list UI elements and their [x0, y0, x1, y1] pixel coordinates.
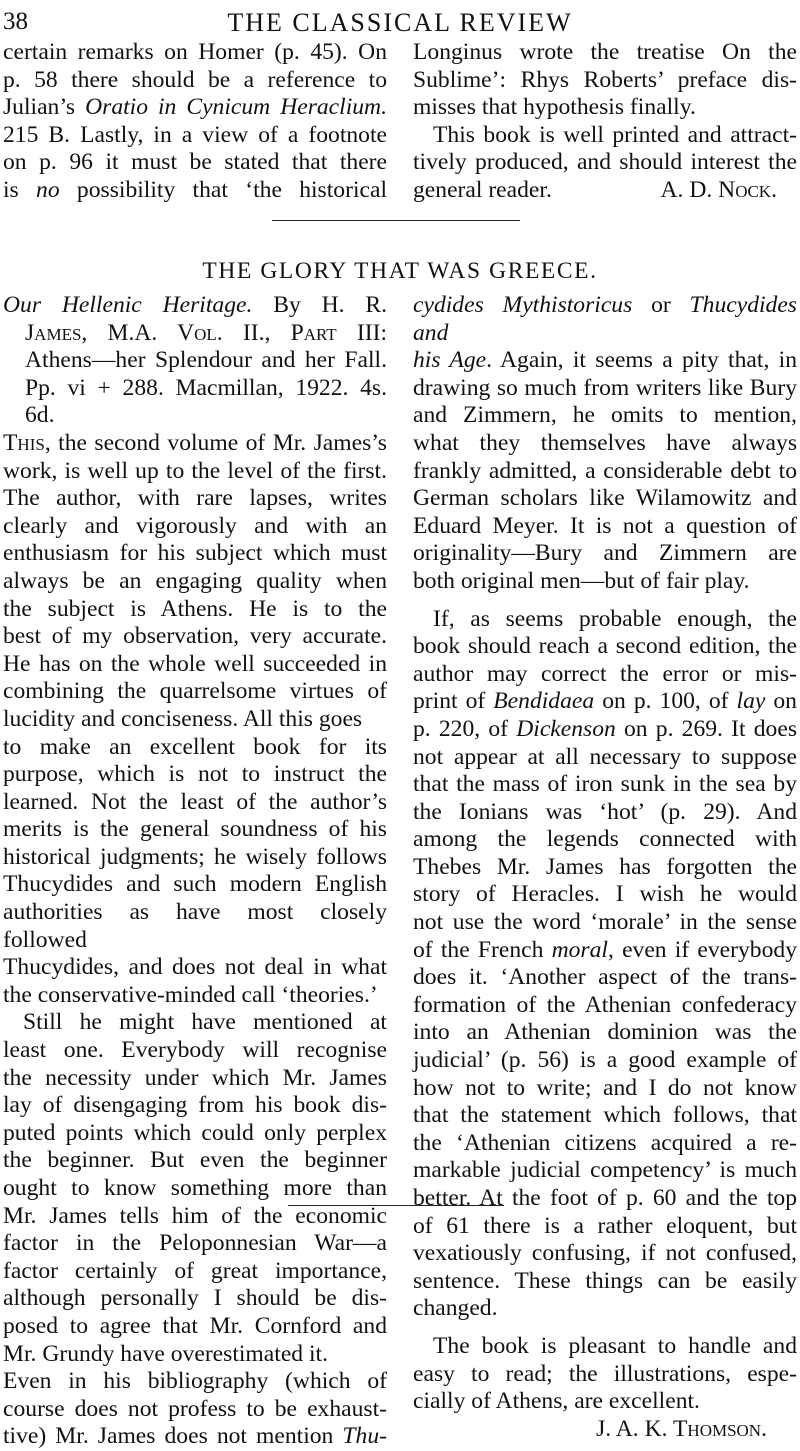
text-line: is no possibility that ‘the historical [3, 176, 388, 203]
page-header [0, 6, 800, 40]
text-line: p. 220, of Dickenson on p. 269. It does [413, 715, 797, 742]
text-line: author may correct the error or mis- [413, 660, 797, 687]
text-line: both original men—but of fair play. [413, 567, 750, 594]
text-line: certain remarks on Homer (p. 45). On [3, 39, 387, 65]
text-line: drawing so much from writers like Bury [413, 374, 797, 401]
review-right-column [413, 292, 797, 1443]
text-line: tive) Mr. James does not mention Thu- [3, 1423, 387, 1450]
text-line: and Zimmern, he omits to mention, [413, 402, 797, 429]
text-line: that the mass of iron sunk in the sea by [413, 771, 797, 798]
text-line: combining the quarrelsome virtues of [3, 678, 387, 705]
text-line: Thebes Mr. James has forgotten the [413, 853, 797, 880]
text-line: German scholars like Wilamowitz and [413, 485, 797, 512]
text-line: the beginner. But even the beginner [3, 1147, 387, 1174]
text-line: lay of disengaging from his book dis- [3, 1092, 387, 1119]
text-line: Thucydides, and does not deal in what [3, 954, 387, 981]
text-line: best of my observation, very accurate. [3, 623, 387, 650]
text-line: frankly admitted, a considerable debt to [413, 457, 797, 484]
text-line: better. At the foot of p. 60 and the top [413, 1185, 797, 1211]
book-citation [3, 292, 387, 430]
text-line: Eduard Meyer. It is not a question of [413, 512, 797, 539]
text-line: lucidity and conciseness. All this goes [3, 705, 363, 732]
text-line: historical judgments; he wisely follows [3, 843, 387, 870]
paragraph [3, 430, 387, 1009]
text-line: Longinus wrote the treatise On the [413, 39, 797, 65]
text-line: formation of the Athenian confederacy [413, 991, 797, 1018]
author-signature: J. A. K. Thomson. [596, 1415, 767, 1442]
text-line: into an Athenian dominion was the [413, 1019, 797, 1046]
text-line: how not to write; and I do not know [413, 1074, 797, 1101]
text-line: book should reach a second edition, the [413, 633, 797, 660]
page-number: 38 [3, 8, 28, 35]
text-line: not appear at all necessary to suppose [413, 743, 797, 770]
text-line: judicial’ (p. 56) is a good example of [413, 1047, 797, 1074]
text-line: Mr. Grundy have overestimated it. [3, 1340, 328, 1367]
text-line: the subject is Athens. He is to the [3, 595, 387, 622]
text-line: that the statement which follows, that [413, 1102, 797, 1129]
text-line: Still he might have mentioned at [23, 1009, 387, 1036]
text-line: does it. ‘Another aspect of the trans- [413, 964, 797, 991]
text-line: purpose, which is not to instruct the [3, 761, 387, 788]
text-line: 215 B. Lastly, in a view of a footnote [3, 121, 387, 148]
text-line: factor certainly of great importance, [3, 1257, 387, 1284]
text-line: of 61 there is a rather eloquent, but [413, 1212, 797, 1239]
text-line: ought to know something more than [3, 1175, 387, 1201]
paragraph [3, 1009, 387, 1451]
text-line: Our Hellenic Heritage. By H. R. [3, 292, 387, 318]
text-line: Athens—her Splendour and her Fall. [25, 347, 387, 374]
text-line: cially of Athens, are excellent. [413, 1388, 700, 1415]
text-line: markable judicial competency’ is much [413, 1157, 797, 1184]
text-line: sentence. These things can be easily [413, 1267, 797, 1294]
text-line [413, 177, 797, 205]
text-line: changed. [413, 1295, 498, 1322]
review-left-column [3, 292, 387, 1451]
text-line: posed to agree that Mr. Cornford and [3, 1312, 387, 1339]
text-line: story of Heracles. I wish he would [413, 881, 797, 908]
text-line-end: general reader. [413, 176, 552, 203]
text-line: enthusiasm for his subject which must [3, 540, 387, 567]
text-line: tively produced, and should interest the [413, 149, 797, 176]
text-line: on p. 96 it must be stated that there [3, 149, 387, 176]
text-line: Sublime’: Rhys Roberts’ preface dis- [413, 66, 797, 93]
top-right-column [413, 39, 797, 205]
paragraph [413, 1333, 797, 1443]
end-divider [288, 1205, 504, 1206]
text-line: the Ionians was ‘hot’ (p. 29). And [413, 798, 797, 825]
text-line: puted points which could only perplex [3, 1119, 387, 1146]
section-divider [272, 220, 520, 221]
text-line: clearly and vigorously and with an [3, 512, 387, 539]
text-line: This book is well printed and attract- [433, 121, 797, 148]
text-line: work, is well up to the level of the first. [3, 457, 387, 484]
text-line: Even in his bibliography (which of [3, 1368, 387, 1395]
text-line: always be an engaging quality when [3, 567, 387, 594]
text-line: factor in the Peloponnesian War—a [3, 1230, 387, 1257]
text-line: Pp. vi + 288. Macmillan, 1922. 4s. 6d. [25, 374, 387, 429]
text-line: what they themselves have always [413, 429, 797, 456]
text-line: Mr. James tells him of the economic [3, 1202, 387, 1229]
text-line: print of Bendidaea on p. 100, of lay on [413, 688, 797, 715]
text-line: The book is pleasant to handle and [433, 1332, 797, 1359]
text-line: not use the word ‘morale’ in the sense [413, 909, 797, 936]
text-line: He has on the whole well succeeded in [3, 650, 387, 677]
text-line: the conservative-minded call ‘theories.’ [3, 981, 378, 1008]
text-line: This, the second volume of Mr. James’s [3, 429, 387, 456]
text-line: learned. Not the least of the author’s [3, 788, 387, 815]
section-title: THE GLORY THAT WAS GREECE. [202, 258, 598, 284]
text-line: among the legends connected with [413, 826, 797, 853]
text-line: least one. Everybody will recognise [3, 1037, 387, 1064]
text-line: course does not profess to be exhaust- [3, 1395, 387, 1422]
text-line: his Age. Again, it seems a pity that, in [413, 347, 797, 374]
author-signature: A. D. Nock. [660, 176, 777, 203]
text-line: James, M.A. Vol. II., Part III: [25, 319, 387, 346]
top-left-column [3, 39, 387, 205]
paragraph [413, 606, 797, 1323]
text-line: to make an excellent book for its [3, 733, 387, 760]
text-line: the ‘Athenian citizens acquired a re- [413, 1129, 797, 1156]
text-line: p. 58 there should be a reference to [3, 66, 387, 93]
text-line: cydides Mythistoricus or Thucydides and [413, 292, 797, 346]
text-line: misses that hypothesis finally. [413, 94, 696, 121]
text-line: although personally I should be dis- [3, 1285, 387, 1312]
text-line: vexatiously confusing, if not confused, [413, 1240, 797, 1267]
text-line: Julian’s Oratio in Cynicum Heraclium. [3, 94, 387, 121]
text-line: easy to read; the illustrations, espe- [413, 1360, 797, 1387]
text-line: The author, with rare lapses, writes [3, 485, 387, 512]
paragraph [413, 292, 797, 596]
text-line: merits is the general soundness of his [3, 816, 387, 843]
text-line: authorities as have most closely followed [3, 899, 387, 953]
text-line: Thucydides and such modern English [3, 871, 387, 898]
running-title: THE CLASSICAL REVIEW [227, 8, 573, 37]
text-line: originality—Bury and Zimmern are [413, 540, 797, 567]
text-line: If, as seems probable enough, the [433, 605, 797, 632]
text-line: of the French moral, even if everybody [413, 936, 797, 963]
text-line: the necessity under which Mr. James [3, 1064, 387, 1091]
